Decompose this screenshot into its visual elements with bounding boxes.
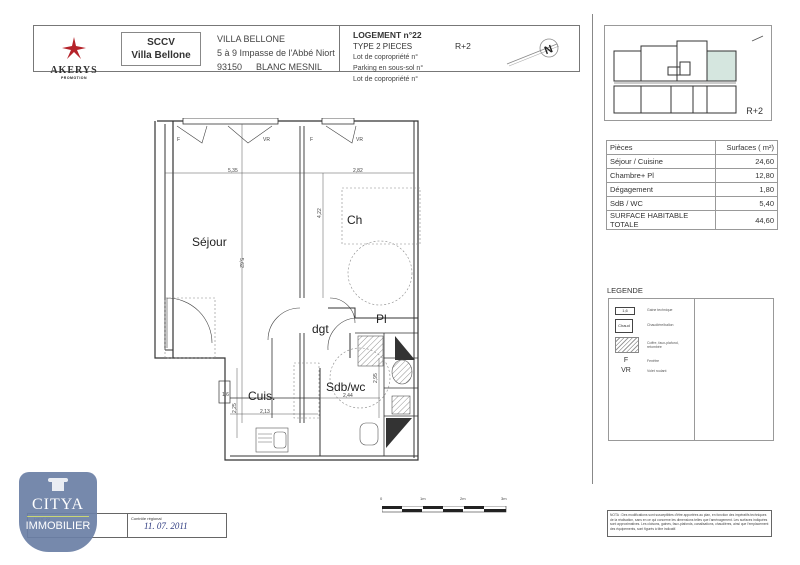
legend-item: 1,6 Gaine technique bbox=[615, 307, 635, 315]
room-label-chambre: Ch bbox=[347, 213, 363, 227]
postcode: 93150 bbox=[217, 62, 243, 72]
legend-item: Chaud Chaudière/ballon bbox=[615, 319, 633, 333]
agency-name: CITYA bbox=[31, 496, 85, 513]
svg-text:VR: VR bbox=[263, 137, 270, 143]
svg-text:5,35: 5,35 bbox=[228, 168, 238, 174]
table-row: Chambre+ Pl 12,80 bbox=[607, 169, 778, 183]
sccv-line1: SCCV bbox=[147, 37, 175, 48]
disclaimer-note: NOTA : Des modifications sont susceptibles d'être apportées au plan, en fonction des impératifs techniques de la réalisation, sans en ce qui concerne les dimensions telles que l'aménagement. Les surfaces indiquées sont approximatives. Les cloisons, gaines, faux-plafonds, canalisations, chaudières, ainsi que l'emplacement des équipements, sont figurés à titre indicatif. bbox=[607, 510, 772, 537]
lot-title: LOGEMENT n°22 bbox=[353, 30, 422, 40]
logo-sub: PROMOTION bbox=[60, 76, 88, 80]
column-capital-icon bbox=[48, 478, 68, 492]
lot-line-2: Parking en sous-sol n° bbox=[353, 65, 424, 72]
table-header: Pièces Surfaces ( m²) bbox=[607, 141, 778, 155]
key-plan bbox=[604, 25, 772, 121]
akerys-logo bbox=[44, 36, 104, 82]
svg-text:2,82: 2,82 bbox=[353, 168, 363, 174]
key-plan-level: R+2 bbox=[746, 106, 763, 116]
svg-text:2,13: 2,13 bbox=[260, 409, 270, 415]
logo-name: AKERYS bbox=[50, 65, 98, 76]
hatch-icon bbox=[615, 337, 639, 353]
svg-text:2,95: 2,95 bbox=[373, 373, 379, 383]
svg-text:2,44: 2,44 bbox=[343, 393, 353, 399]
lot-level: R+2 bbox=[455, 41, 471, 51]
svg-text:F: F bbox=[310, 137, 314, 143]
column-divider bbox=[592, 14, 593, 484]
residence-name: VILLA BELLONE bbox=[217, 34, 286, 44]
sccv-box bbox=[121, 32, 201, 66]
north-arrow-icon bbox=[505, 32, 565, 68]
lot-line-3: Lot de copropriété n° bbox=[353, 76, 419, 83]
legend-item: Coffre, faux-plafond, retombée bbox=[615, 337, 639, 353]
citya-watermark bbox=[19, 472, 97, 552]
lot-line-1: Lot de copropriété n° bbox=[353, 54, 419, 61]
floor-plan bbox=[150, 118, 430, 468]
surfaces-table bbox=[606, 140, 778, 230]
svg-text:N: N bbox=[542, 43, 555, 58]
room-label-dgt: dgt bbox=[312, 322, 329, 336]
shower-hatch bbox=[358, 336, 383, 366]
legend-item: F Fenêtre bbox=[623, 357, 660, 364]
svg-text:VR: VR bbox=[356, 137, 363, 143]
legend-title: LEGENDE bbox=[607, 286, 643, 295]
svg-text:1,6: 1,6 bbox=[222, 392, 229, 398]
toilet-icon bbox=[360, 423, 378, 445]
table-row: Séjour / Cuisine 24,60 bbox=[607, 155, 778, 169]
lot-type: TYPE 2 PIECES bbox=[353, 42, 413, 51]
room-label-cuisine: Cuis. bbox=[248, 389, 276, 403]
akerys-star-icon bbox=[61, 36, 87, 60]
address-block bbox=[217, 32, 335, 74]
room-label-placard: Pl bbox=[376, 312, 387, 326]
svg-text:4,22: 4,22 bbox=[317, 208, 323, 218]
control-label: Contrôle régional bbox=[131, 516, 162, 521]
lot-info bbox=[353, 30, 471, 85]
legend-item: VR Volet roulant bbox=[621, 367, 667, 374]
signature-date: 11. 07. 2011 bbox=[144, 521, 188, 531]
room-label-sdb: Sdb/wc bbox=[326, 380, 366, 394]
svg-text:5,62: 5,62 bbox=[238, 258, 244, 268]
sink-icon bbox=[256, 428, 288, 452]
svg-text:2,25: 2,25 bbox=[232, 403, 238, 413]
room-label-sejour: Séjour bbox=[192, 235, 227, 249]
agency-sub: IMMOBILIER bbox=[25, 520, 91, 532]
washbasin-icon bbox=[392, 360, 412, 384]
city: BLANC MESNIL bbox=[256, 62, 323, 72]
table-row-total: SURFACE HABITABLE TOTALE 44,60 bbox=[607, 211, 778, 230]
table-row: Dégagement 1,80 bbox=[607, 183, 778, 197]
legend-box bbox=[608, 298, 774, 441]
table-row: SdB / WC 5,40 bbox=[607, 197, 778, 211]
street-address: 5 à 9 Impasse de l'Abbé Niort bbox=[217, 48, 335, 58]
sccv-line2: Villa Bellone bbox=[131, 50, 191, 61]
svg-text:F: F bbox=[177, 137, 181, 143]
